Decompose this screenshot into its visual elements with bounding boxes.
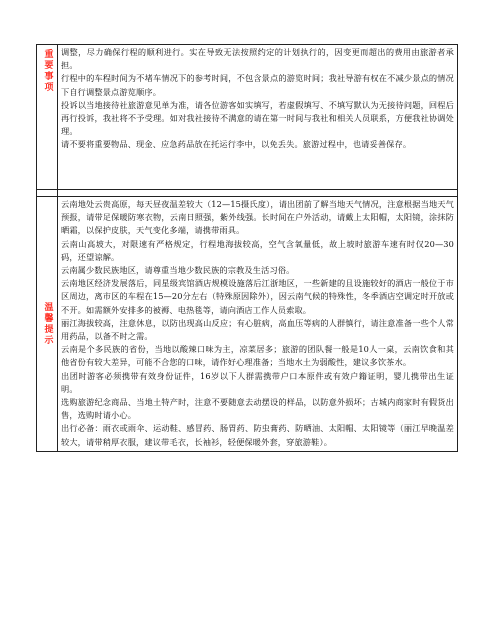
paragraph: 请不要将重要物品、现金、应急药品放在托运行李中，以免丢失。旅游过程中，也请妥善保存。 [61, 139, 412, 150]
important-notes-label-cell [37, 45, 58, 190]
tips-content [58, 197, 458, 452]
paragraph: 云南地区经济发展落后，同星级宾馆酒店规模设施落后江浙地区，一些新建的且设施较好的酒店一般位于市区周边，离市区的车程在15—20分左右（特殊原因除外），因云南气候的特殊性，冬季酒店空调定时开放或不开。如需额外安排多的被褥、电热毯等，请向酒店工作人员索取。 [61, 278, 454, 315]
tips-label-cell [37, 197, 58, 452]
important-notes-content [58, 45, 458, 190]
paragraph: 出团时游客必须携带有效身份证件，16岁以下人群需携带户口本原件或有效户籍证明，婴儿携带出生证明。 [61, 370, 454, 394]
important-notes-row [37, 45, 458, 190]
paragraph: 行程中的车程时间为不堵车情况下的参考时间，不包含景点的游览时间；我社导游有权在不减少景点的情况下自行调整景点游览顺序。 [61, 73, 454, 97]
tips-label: 温馨提示 [42, 301, 53, 346]
paragraph: 云南地处云贵高原，每天昼夜温差较大（12—15摄氏度），请出团前了解当地天气情况，注意根据当地天气预报，请带足保暖防寒衣物，云南日照强，紫外线强。长时间在户外活动，请戴上太阳帽，太阳镜，涂抹防晒霜，以保护皮肤，天气变化多端，请携带雨具。 [61, 199, 454, 236]
spacer-cell [58, 190, 458, 197]
spacer-row [37, 190, 458, 197]
paragraph: 投诉以当地接待社旅游意见单为准，请各位游客如实填写，若虚假填写、不填写默认为无接待问题，回程后再行投诉，我社将不予受理。如对我社接待不满意的请在第一时间与我社和相关人员联系，方便我社协调处理。 [61, 99, 454, 137]
paragraph: 选购旅游纪念商品、当地土特产时，注意不要随意去动摆设的样品，以防意外损坏；古城内商家时有假货出售，选购时请小心。 [61, 397, 454, 421]
paragraph: 调整，尽力确保行程的顺利进行。实在导致无法按照约定的计划执行的，因变更而超出的费用由旅游者承担。 [61, 47, 454, 71]
paragraph: 云南是个多民族的省份，当地以酸辣口味为主，凉菜居多；旅游的团队餐一般是10人一桌，云南饮食和其他省份有较大差异，可能不合您的口味，请作好心理准备；当地水土为弱酸性，建议多饮茶水。 [61, 344, 454, 368]
tips-row [37, 197, 458, 452]
paragraph: 出行必备：雨衣或雨伞、运动鞋、感冒药、肠胃药、防虫膏药、防晒油、太阳帽、太阳镜等（丽江早晚温差较大，请带稍厚衣服，建议带毛衣，长袖衫，轻便保暖外套，穿旅游鞋）。 [61, 423, 454, 447]
paragraph: 丽江海拔较高，注意休息，以防出现高山反应；有心脏病，高血压等病的人群慎行，请注意准备一些个人常用药品，以备不时之需。 [61, 317, 454, 342]
notice-table [36, 44, 458, 452]
paragraph: 云南山高坡大，对限速有严格规定，行程地海拔较高，空气含氧量低，故上坡时旅游车速有时仅20—30码，还望谅解。 [61, 238, 454, 262]
important-notes-label: 重要事项 [42, 49, 53, 93]
paragraph: 云南属少数民族地区，请尊重当地少数民族的宗教及生活习俗。 [61, 265, 295, 276]
spacer-cell [37, 190, 58, 197]
